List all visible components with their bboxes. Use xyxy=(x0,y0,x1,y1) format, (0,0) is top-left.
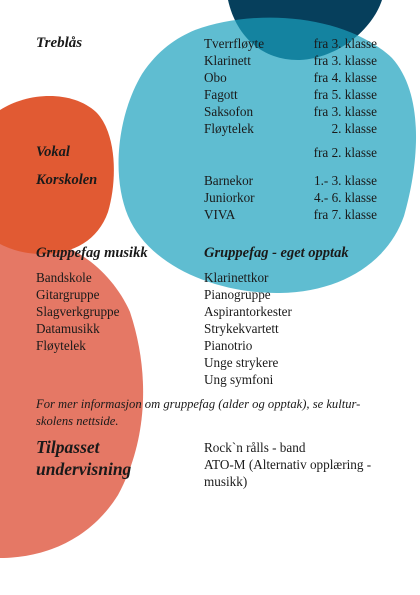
list-item: Pianotrio xyxy=(204,338,253,353)
list-item: Gitargruppe xyxy=(36,287,100,302)
section-title-gruppefag-musikk: Gruppefag musikk xyxy=(36,245,148,261)
section-title-vokal: Vokal xyxy=(36,144,70,160)
instrument-name: Fagott xyxy=(204,87,238,102)
list-item: Slagverkgruppe xyxy=(36,304,120,319)
gruppefag-musikk-list xyxy=(36,269,120,354)
choir-level: 4.- 6. klasse xyxy=(314,190,377,205)
instrument-name: Tverrfløyte xyxy=(204,36,265,51)
choir-name: Juniorkor xyxy=(204,190,255,205)
instrument-name: Saksofon xyxy=(204,104,254,119)
list-item: Bandskole xyxy=(36,270,92,285)
tilpasset-item: ATO-M (Alternativ opplæring - musikk) xyxy=(204,457,372,489)
list-item: Unge strykere xyxy=(204,355,279,370)
choir-level: 1.- 3. klasse xyxy=(314,173,377,188)
instrument-name: Fløytelek xyxy=(204,121,254,136)
info-note: For mer informasjon om gruppefag (alder og opptak), se kultur-skolens nettside. xyxy=(36,397,361,428)
instrument-level: fra 4. klasse xyxy=(313,70,377,85)
list-item: Pianogruppe xyxy=(204,287,271,302)
instrument-name: Klarinett xyxy=(204,53,251,68)
choir-name: Barnekor xyxy=(204,173,254,188)
vokal-level: fra 2. klasse xyxy=(313,145,377,160)
list-item: Datamusikk xyxy=(36,321,100,336)
list-item: Aspirantorkester xyxy=(204,304,292,319)
section-title-treblas: Treblås xyxy=(36,35,83,51)
instrument-level: fra 3. klasse xyxy=(313,104,377,119)
instrument-level: 2. klasse xyxy=(331,121,377,136)
choir-name: VIVA xyxy=(204,207,236,222)
section-title-tilpasset-line1: Tilpasset xyxy=(36,437,100,457)
list-item: Strykekvartett xyxy=(204,321,279,336)
section-title-tilpasset-line2: undervisning xyxy=(36,459,132,479)
choir-level: fra 7. klasse xyxy=(313,207,377,222)
instrument-level: fra 5. klasse xyxy=(313,87,377,102)
section-title-gruppefag-opptak: Gruppefag - eget opptak xyxy=(204,245,349,261)
list-item: Fløytelek xyxy=(36,338,86,353)
list-item: Klarinettkor xyxy=(204,270,269,285)
instrument-name: Obo xyxy=(204,70,227,85)
instrument-level: fra 3. klasse xyxy=(313,53,377,68)
tilpasset-item: Rock`n rålls - band xyxy=(204,440,306,455)
list-item: Ung symfoni xyxy=(204,372,274,387)
section-title-korskolen: Korskolen xyxy=(36,172,98,188)
gruppefag-opptak-list xyxy=(204,269,292,388)
instrument-level: fra 3. klasse xyxy=(313,36,377,51)
